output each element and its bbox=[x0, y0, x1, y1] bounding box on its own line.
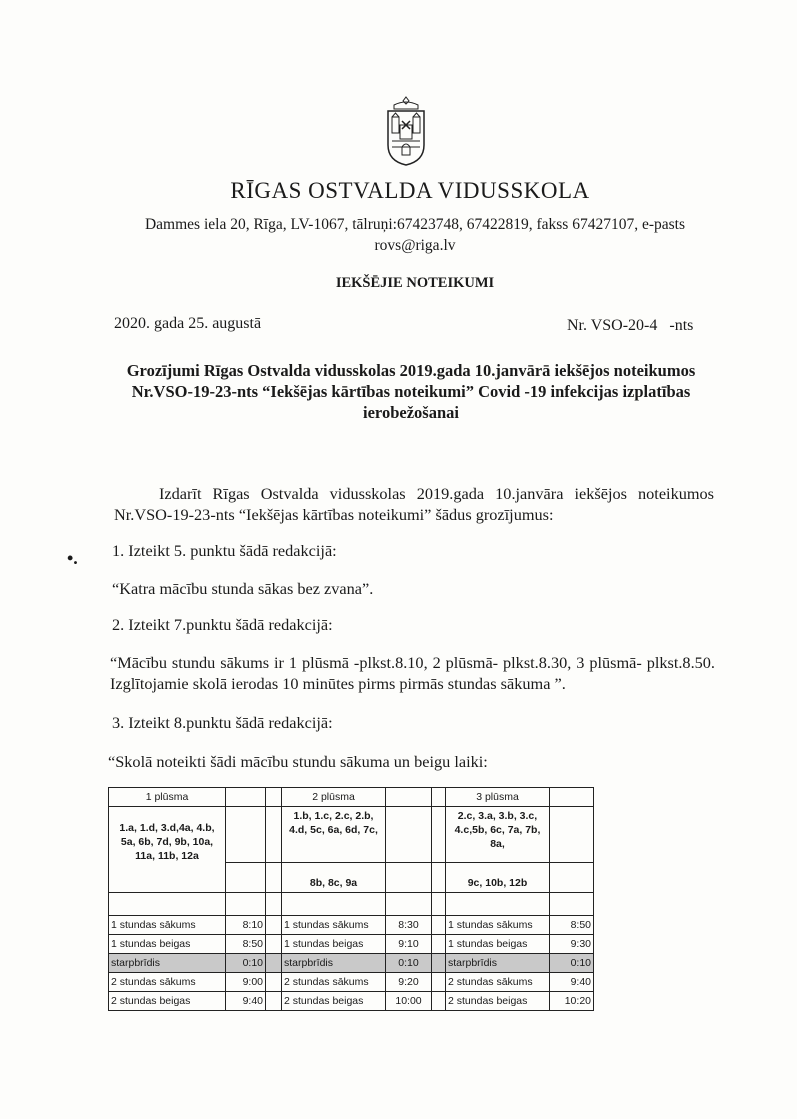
row-time: 0:10 bbox=[226, 954, 266, 973]
quote-1: “Katra mācību stunda sākas bez zvana”. bbox=[112, 579, 374, 598]
row-label: 1 stundas sākums bbox=[109, 916, 226, 935]
school-name: RĪGAS OSTVALDA VIDUSSKOLA bbox=[230, 178, 590, 203]
classes-row bbox=[109, 807, 594, 863]
row-time: 8:50 bbox=[226, 935, 266, 954]
document-date: 2020. gada 25. augustā bbox=[114, 315, 262, 332]
row-time: 0:10 bbox=[550, 954, 594, 973]
row-time: 9:40 bbox=[550, 973, 594, 992]
row-time: 10:20 bbox=[550, 992, 594, 1011]
stream-header-row bbox=[109, 788, 594, 807]
row-label: 2 stundas sākums bbox=[109, 973, 226, 992]
stream-classes: 1.b, 1.c, 2.c, 2.b, 4.d, 5c, 6a, 6d, 7c, bbox=[282, 807, 386, 863]
row-label: 2 stundas beigas bbox=[109, 992, 226, 1011]
row-label: 2 stundas sākums bbox=[446, 973, 550, 992]
school-address bbox=[130, 214, 700, 256]
row-label: 2 stundas sākums bbox=[282, 973, 386, 992]
row-time: 9:10 bbox=[386, 935, 432, 954]
row-label: 1 stundas sākums bbox=[282, 916, 386, 935]
schedule-table bbox=[108, 787, 594, 1011]
row-time: 10:00 bbox=[386, 992, 432, 1011]
row-time: 9:00 bbox=[226, 973, 266, 992]
table-row-break bbox=[109, 954, 594, 973]
row-label: starpbrīdis bbox=[282, 954, 386, 973]
row-label: 1 stundas beigas bbox=[446, 935, 550, 954]
stream-name: 1 plūsma bbox=[109, 788, 226, 807]
table-row bbox=[109, 916, 594, 935]
point-3: 3. Izteikt 8.punktu šādā redakcijā: bbox=[112, 713, 333, 732]
table-row bbox=[109, 973, 594, 992]
quote-3: “Skolā noteikti šādi mācību stundu sākuma un beigu laiki: bbox=[108, 752, 488, 771]
row-time: 9:30 bbox=[550, 935, 594, 954]
row-label: starpbrīdis bbox=[109, 954, 226, 973]
address-line-1: Dammes iela 20, Rīga, LV-1067, tālruņi:67423748, 67422819, fakss 67427107, e-pasts bbox=[144, 216, 685, 233]
document-number: Nr. VSO-20-4 -nts bbox=[567, 317, 694, 334]
intro-paragraph: Izdarīt Rīgas Ostvalda vidusskolas 2019.gada 10.janvāra iekšējos noteikumos Nr.VSO-19-23-nts “Iekšējas kārtības noteikumi” šādus grozījumus: bbox=[114, 484, 714, 524]
row-time: 8:30 bbox=[386, 916, 432, 935]
spacer-row bbox=[109, 893, 594, 916]
margin-mark: •. bbox=[67, 548, 78, 568]
table-row bbox=[109, 992, 594, 1011]
row-time: 9:20 bbox=[386, 973, 432, 992]
row-time: 8:10 bbox=[226, 916, 266, 935]
stream-classes-extra: 8b, 8c, 9a bbox=[282, 863, 386, 893]
stream-name: 3 plūsma bbox=[446, 788, 550, 807]
row-label: starpbrīdis bbox=[446, 954, 550, 973]
address-line-2: rovs@riga.lv bbox=[374, 237, 456, 254]
stream-name: 2 plūsma bbox=[282, 788, 386, 807]
row-label: 2 stundas beigas bbox=[282, 992, 386, 1011]
stream-classes: 1.a, 1.d, 3.d,4a, 4.b, 5a, 6b, 7d, 9b, 10a, 11a, 11b, 12a bbox=[109, 807, 226, 893]
row-label: 1 stundas beigas bbox=[109, 935, 226, 954]
document-type: IEKŠĒJIE NOTEIKUMI bbox=[335, 275, 495, 291]
row-label: 2 stundas beigas bbox=[446, 992, 550, 1011]
row-time: 8:50 bbox=[550, 916, 594, 935]
stream-classes-extra: 9c, 10b, 12b bbox=[446, 863, 550, 893]
table-row bbox=[109, 935, 594, 954]
row-label: 1 stundas beigas bbox=[282, 935, 386, 954]
document-title: Grozījumi Rīgas Ostvalda vidusskolas 2019.gada 10.janvārā iekšējos noteikumos Nr.VSO-19-23-nts “Iekšējas kārtības noteikumi” Covid -19 infekcijas izplatības ierobežošanai bbox=[126, 361, 696, 422]
riga-coat-of-arms-logo bbox=[382, 95, 430, 167]
point-1: 1. Izteikt 5. punktu šādā redakcijā: bbox=[112, 541, 337, 560]
row-time: 0:10 bbox=[386, 954, 432, 973]
point-2: 2. Izteikt 7.punktu šādā redakcijā: bbox=[112, 615, 333, 634]
row-time: 9:40 bbox=[226, 992, 266, 1011]
stream-classes: 2.c, 3.a, 3.b, 3.c, 4.c,5b, 6c, 7a, 7b, 8a, bbox=[446, 807, 550, 863]
row-label: 1 stundas sākums bbox=[446, 916, 550, 935]
quote-2: “Mācību stundu sākums ir 1 plūsmā -plkst.8.10, 2 plūsmā- plkst.8.30, 3 plūsmā- plkst.8.50. Izglītojamie skolā ierodas 10 minūtes pirms pirmās stundas sākuma ”. bbox=[110, 653, 715, 693]
